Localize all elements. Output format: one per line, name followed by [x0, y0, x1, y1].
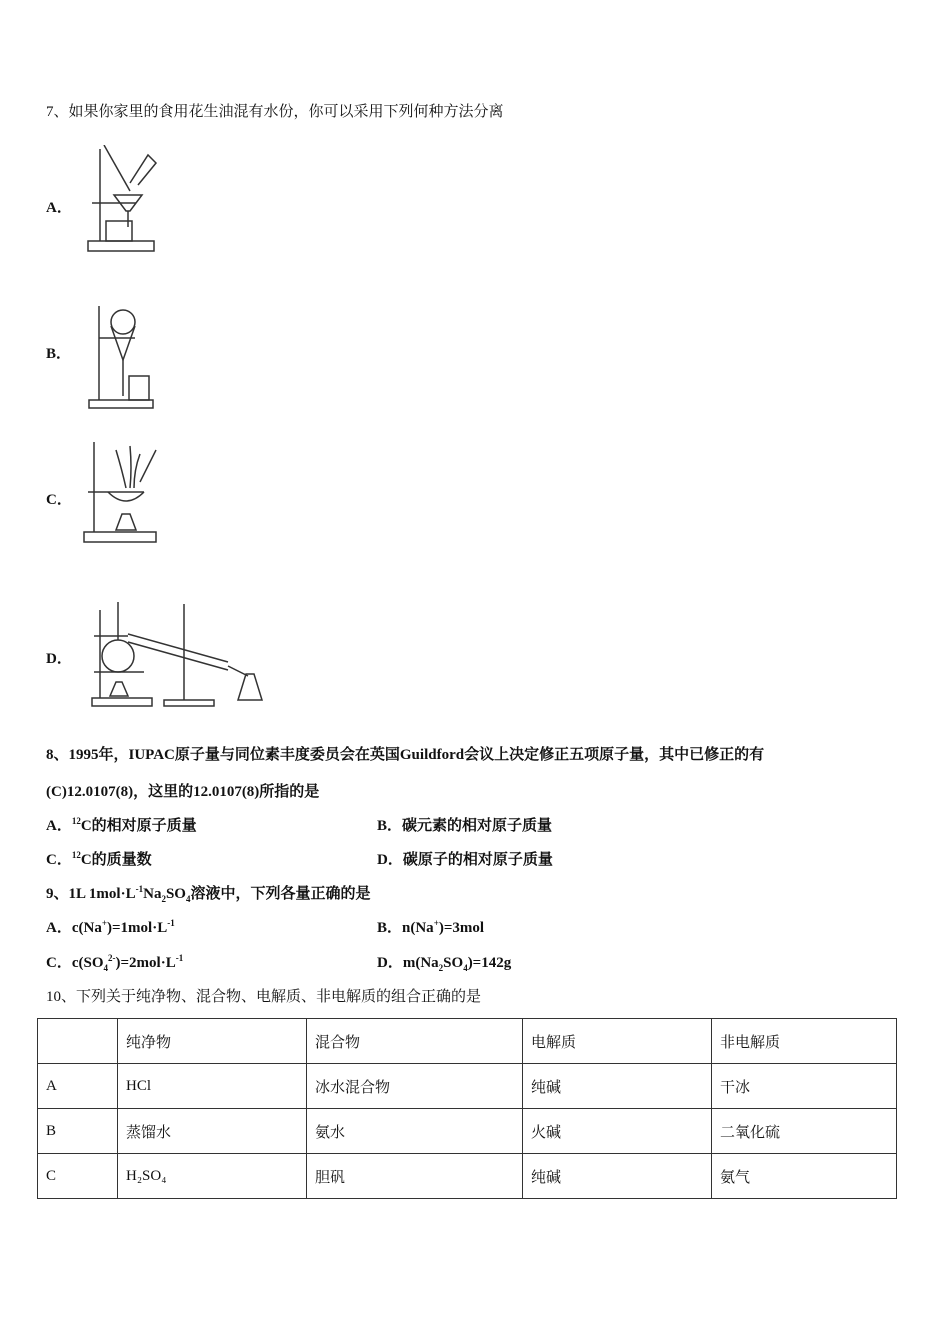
q8-option-b: B．碳元素的相对原子质量: [377, 818, 553, 834]
table-cell: HCl: [118, 1064, 307, 1109]
q8-stem-line1: 8、1995年，IUPAC原子量与同位素丰度委员会在英国Guildford会议上决定修正五项原子量，其中已修正的有: [46, 747, 765, 763]
q7-option-a: A．: [46, 200, 72, 216]
table-row: [38, 1064, 897, 1109]
q7-option-b: B．: [46, 346, 72, 362]
q8-stem-line2: (C)12.0107(8)，这里的12.0107(8)所指的是: [46, 784, 320, 800]
table-header-row: [38, 1019, 897, 1064]
table-cell: 二氧化硫: [712, 1109, 897, 1154]
table-cell: 蒸馏水: [118, 1109, 307, 1154]
q8-option-d: D．碳原子的相对原子质量: [377, 852, 553, 868]
q9-option-a: A．$c(Na^+)=1mol\cdot L^{-1}$: [46, 918, 175, 936]
table-cell: 胆矾: [307, 1154, 523, 1199]
table-row: [38, 1109, 897, 1154]
q7-option-c: C．: [46, 492, 72, 508]
q8-option-c: C．$^{12}$C的质量数: [46, 850, 152, 868]
q10-stem: 10、下列关于纯净物、混合物、电解质、非电解质的组合正确的是: [46, 989, 482, 1005]
q8-option-a: A．$^{12}$C的相对原子质量: [46, 816, 197, 834]
separatory-funnel-image: [85, 304, 157, 410]
q7-option-d: D．: [46, 651, 72, 667]
table-row: [38, 1154, 897, 1199]
q9-stem: 9、1L $1mol\cdot L^{-1}Na_2SO_4$溶液中，下列各量正确的是: [46, 884, 371, 904]
table-cell: B: [38, 1109, 118, 1154]
table-cell: 非电解质: [712, 1019, 897, 1064]
q9-option-d: D．$m(Na_2SO_4)=142g$: [377, 955, 512, 973]
evaporation-apparatus-image: [82, 440, 160, 544]
filtration-apparatus-image: [84, 145, 162, 257]
table-cell: 混合物: [307, 1019, 523, 1064]
table-cell: 电解质: [523, 1019, 712, 1064]
q7-stem: 7、如果你家里的食用花生油混有水份，你可以采用下列何种方法分离: [46, 104, 504, 120]
table-cell: 冰水混合物: [307, 1064, 523, 1109]
q9-option-b: B．n(Na+)=3mol: [377, 918, 485, 936]
table-cell: H₂SO₄: [118, 1154, 307, 1199]
table-cell: [38, 1019, 118, 1064]
table-cell: 火碱: [523, 1109, 712, 1154]
table-cell: 纯净物: [118, 1019, 307, 1064]
distillation-apparatus-image: [88, 600, 270, 708]
table-cell: 氨水: [307, 1109, 523, 1154]
table-cell: 氨气: [712, 1154, 897, 1199]
table-cell: 干冰: [712, 1064, 897, 1109]
q9-option-c: C．$c(SO_4^{2-})=2mol\cdot L^{-1}$: [46, 953, 184, 973]
table-cell: C: [38, 1154, 118, 1199]
table-cell: A: [38, 1064, 118, 1109]
table-cell: 纯碱: [523, 1064, 712, 1109]
table-cell: 纯碱: [523, 1154, 712, 1199]
q10-table: [37, 1018, 897, 1199]
